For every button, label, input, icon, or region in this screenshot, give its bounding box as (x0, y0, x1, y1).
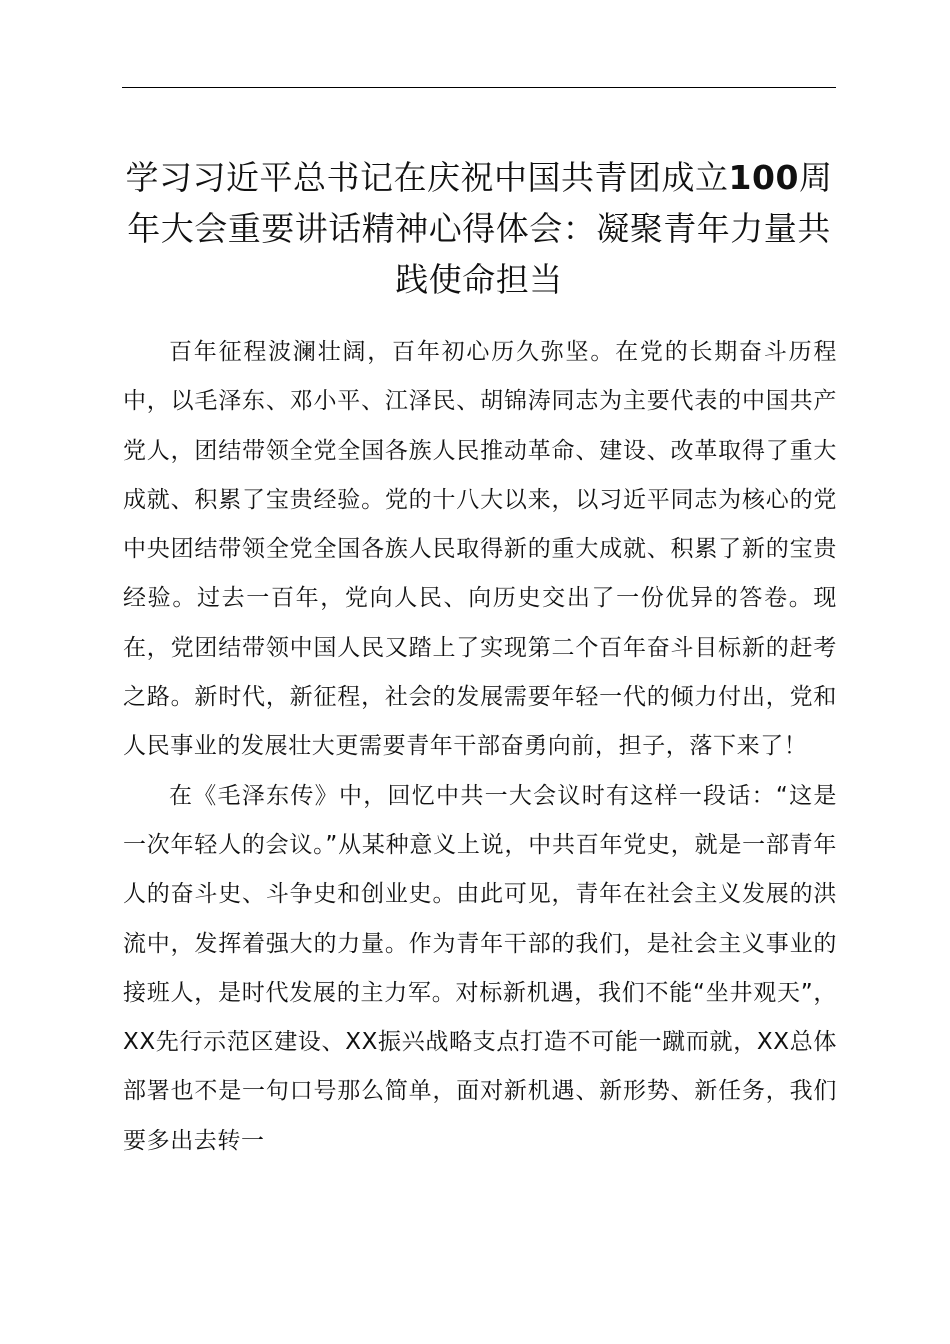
title-number: 100 (728, 158, 799, 197)
paragraph-1: 百年征程波澜壮阔，百年初心历久弥坚。在党的长期奋斗历程中，以毛泽东、邓小平、江泽民、胡锦涛同志为主要代表的中国共产党人，团结带领全党全国各族人民推动革命、建设、改革取得了重大成就、积累了宝贵经验。党的十八大以来，以习近平同志为核心的党中央团结带领全党全国各族人民取得新的重大成就、积累了新的宝贵经验。过去一百年，党向人民、向历史交出了一份优异的答卷。现在，党团结带领中国人民又踏上了实现第二个百年奋斗目标新的赶考之路。新时代，新征程，社会的发展需要年轻一代的倾力付出，党和人民事业的发展壮大更需要青年干部奋勇向前，担子，落下来了！ (123, 339, 837, 760)
title-text-part1: 学习习近平总书记在庆祝中国共青团成立 (125, 158, 729, 197)
document-title (118, 152, 840, 305)
title-text-part2: 周年大会重要讲话精神心得体会：凝聚青年力量共践使命担当 (127, 158, 833, 299)
paragraph-2: 在《毛泽东传》中，回忆中共一大会议时有这样一段话：“这是一次年轻人的会议。”从某种意义上说，中共百年党史，就是一部青年人的奋斗史、斗争史和创业史。由此可见，青年在社会主义发展的洪流中，发挥着强大的力量。作为青年干部的我们，是社会主义事业的接班人，是时代发展的主力军。对标新机遇，我们不能“坐井观天”，XX先行示范区建设、XX振兴战略支点打造不可能一蹴而就，XX总体部署也不是一句口号那么简单，面对新机遇、新形势、新任务，我们要多出去转一 (123, 782, 837, 1154)
document-body (123, 328, 837, 1166)
header-rule (122, 87, 836, 88)
